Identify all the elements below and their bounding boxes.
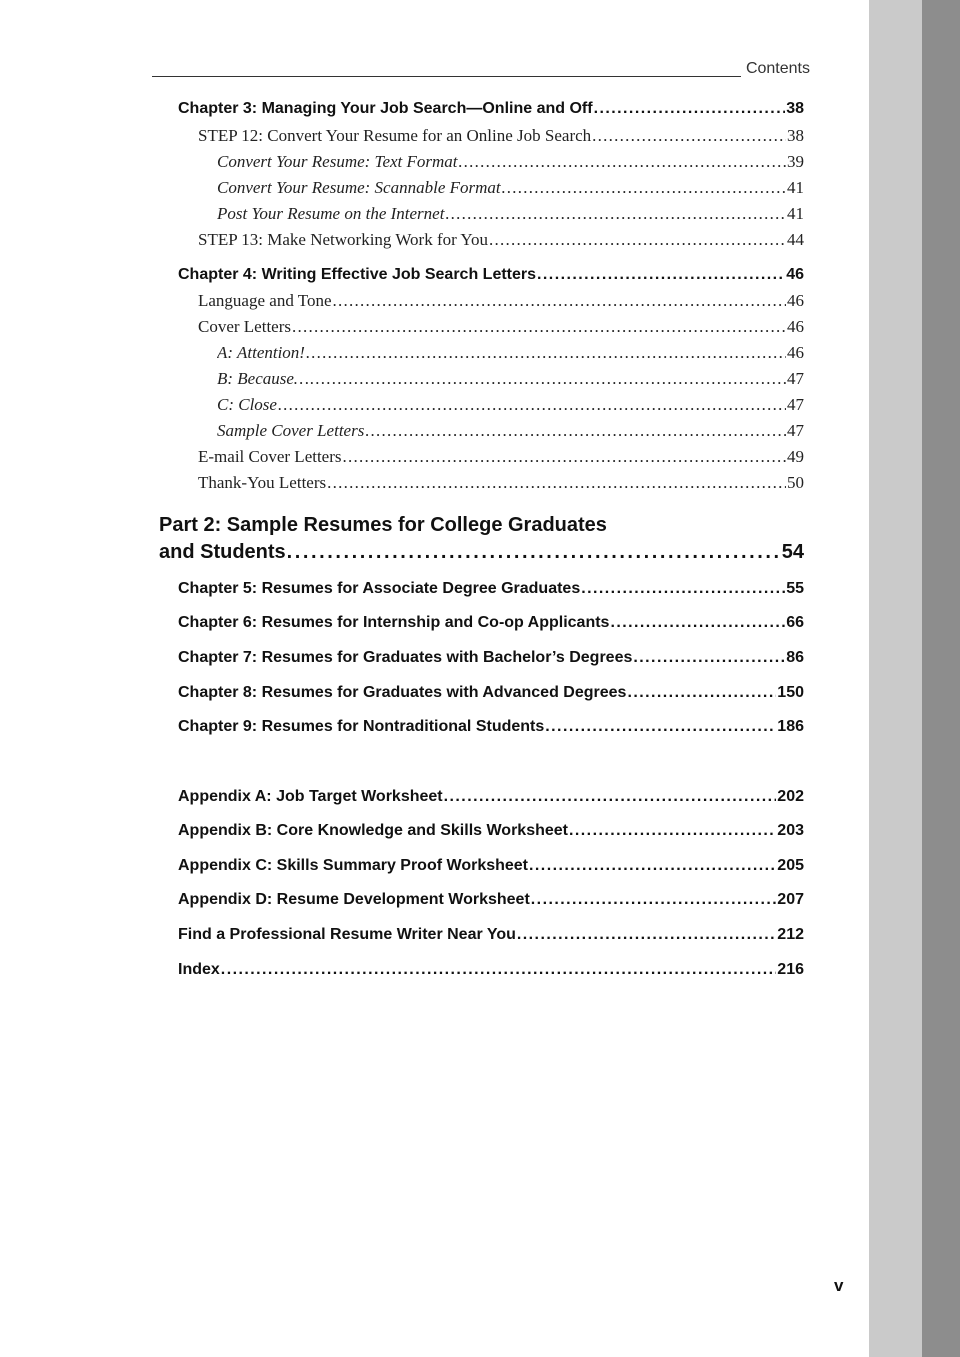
dot-leader xyxy=(221,961,777,979)
toc-entry-page: 202 xyxy=(777,788,804,805)
dot-leader xyxy=(445,204,786,224)
toc-entry-page: 38 xyxy=(787,126,804,145)
page-edge-dark-band xyxy=(922,0,960,1357)
toc-entry-part-2[interactable] xyxy=(159,541,804,564)
toc-entry-page: 46 xyxy=(787,291,804,310)
toc-entry-page: 39 xyxy=(787,152,804,171)
toc-entry-cover-letters[interactable] xyxy=(198,317,804,337)
toc-entry-title: Chapter 8: Resumes for Graduates with Advanced Degrees xyxy=(178,684,627,701)
toc-entry-title: Convert Your Resume: Scannable Format xyxy=(217,178,501,197)
toc-entry-chapter-8[interactable] xyxy=(178,684,804,702)
toc-entry-title: Chapter 5: Resumes for Associate Degree Graduates xyxy=(178,580,581,597)
toc-entry-language-tone[interactable] xyxy=(198,291,804,311)
toc-entry-page: 150 xyxy=(777,684,804,701)
toc-entry-text-format[interactable] xyxy=(217,152,804,172)
toc-entry-page: 66 xyxy=(786,614,804,631)
toc-entry-post-resume[interactable] xyxy=(217,204,804,224)
dot-leader xyxy=(310,369,786,389)
toc-entry-page: 54 xyxy=(781,541,804,563)
toc-entry-page: 186 xyxy=(777,718,804,735)
dot-leader xyxy=(327,473,786,493)
toc-entry-title: Chapter 4: Writing Effective Job Search Letters xyxy=(178,266,537,283)
toc-entry-page: 41 xyxy=(787,178,804,197)
toc-entry-step-13[interactable] xyxy=(198,230,804,250)
page-number: v xyxy=(834,1276,844,1295)
toc-entry-index[interactable] xyxy=(178,961,804,979)
dot-leader xyxy=(287,541,781,564)
toc-entry-page: 44 xyxy=(787,230,804,249)
toc-entry-title: Find a Professional Resume Writer Near You xyxy=(178,926,516,943)
part-2-title-line-1: Part 2: Sample Resumes for College Graduates xyxy=(159,514,607,536)
toc-entry-page: 86 xyxy=(786,649,804,666)
page-edge-light-band xyxy=(869,0,922,1357)
toc-entry-appendix-b[interactable] xyxy=(178,822,804,840)
toc-entry-page: 203 xyxy=(777,822,804,839)
dot-leader xyxy=(343,447,786,467)
dot-leader xyxy=(627,684,776,702)
dot-leader xyxy=(292,317,786,337)
dot-leader xyxy=(444,788,777,806)
toc-entry-page: 212 xyxy=(777,926,804,943)
toc-entry-title: C: Close xyxy=(217,395,277,414)
toc-entry-thank-you-letters[interactable] xyxy=(198,473,804,493)
dot-leader xyxy=(633,649,785,667)
toc-entry-title: and Students xyxy=(159,541,286,563)
toc-entry-title: Convert Your Resume: Text Format xyxy=(217,152,458,171)
toc-entry-appendix-a[interactable] xyxy=(178,788,804,806)
dot-leader xyxy=(365,421,786,441)
dot-leader xyxy=(459,152,786,172)
dot-leader xyxy=(581,580,785,598)
dot-leader xyxy=(592,126,786,146)
dot-leader xyxy=(517,926,776,944)
toc-entry-attention[interactable] xyxy=(217,343,804,363)
toc-entry-title: Language and Tone xyxy=(198,291,332,310)
toc-entry-page: 205 xyxy=(777,857,804,874)
running-head-rule xyxy=(152,76,741,77)
toc-entry-appendix-c[interactable] xyxy=(178,857,804,875)
toc-entry-page: 47 xyxy=(787,369,804,388)
toc-entry-chapter-4[interactable] xyxy=(178,266,804,284)
toc-entry-chapter-6[interactable] xyxy=(178,614,804,632)
toc-entry-page: 46 xyxy=(787,317,804,336)
toc-entry-chapter-5[interactable] xyxy=(178,580,804,598)
dot-leader xyxy=(502,178,786,198)
dot-leader xyxy=(278,395,786,415)
dot-leader xyxy=(537,266,785,284)
running-head xyxy=(0,60,810,80)
toc-entry-title: Post Your Resume on the Internet xyxy=(217,204,445,223)
toc-entry-title: Cover Letters xyxy=(198,317,291,336)
toc-entry-title: Sample Cover Letters xyxy=(217,421,365,440)
toc-entry-title: Chapter 7: Resumes for Graduates with Bachelor’s Degrees xyxy=(178,649,633,666)
toc-entry-page: 50 xyxy=(787,473,804,492)
toc-entry-title: Appendix B: Core Knowledge and Skills Worksheet xyxy=(178,822,568,839)
toc-entry-scannable-format[interactable] xyxy=(217,178,804,198)
toc-entry-title: E-mail Cover Letters xyxy=(198,447,342,466)
toc-entry-resume-writer[interactable] xyxy=(178,926,804,944)
toc-entry-page: 47 xyxy=(787,395,804,414)
toc-entry-title: Chapter 6: Resumes for Internship and Co-op Applicants xyxy=(178,614,610,631)
toc-entry-page: 49 xyxy=(787,447,804,466)
toc-entry-chapter-3[interactable] xyxy=(178,100,804,118)
toc-entry-page: 38 xyxy=(786,100,804,117)
toc-entry-page: 41 xyxy=(787,204,804,223)
toc-entry-page: 207 xyxy=(777,891,804,908)
toc-entry-title: Thank-You Letters xyxy=(198,473,327,492)
dot-leader xyxy=(333,291,786,311)
dot-leader xyxy=(610,614,785,632)
toc-entry-title: Index xyxy=(178,961,220,978)
running-head-label: Contents xyxy=(745,60,810,77)
toc-entry-title: Appendix C: Skills Summary Proof Worksheet xyxy=(178,857,529,874)
toc-entry-chapter-9[interactable] xyxy=(178,718,804,736)
dot-leader xyxy=(529,857,776,875)
toc-entry-close[interactable] xyxy=(217,395,804,415)
toc-entry-title: Appendix D: Resume Development Worksheet xyxy=(178,891,530,908)
dot-leader xyxy=(489,230,786,250)
toc-entry-title: Chapter 3: Managing Your Job Search—Online and Off xyxy=(178,100,593,117)
toc-entry-sample-cover-letters[interactable] xyxy=(217,421,804,441)
toc-entry-title: Chapter 9: Resumes for Nontraditional Students xyxy=(178,718,545,735)
toc-entry-page: 216 xyxy=(777,961,804,978)
toc-entry-appendix-d[interactable] xyxy=(178,891,804,909)
toc-entry-title: STEP 12: Convert Your Resume for an Online Job Search xyxy=(198,126,592,145)
dot-leader xyxy=(531,891,777,909)
toc-entry-title: Appendix A: Job Target Worksheet xyxy=(178,788,443,805)
toc-entry-page: 47 xyxy=(787,421,804,440)
dot-leader xyxy=(569,822,776,840)
toc-entry-page: 55 xyxy=(786,580,804,597)
toc-entry-title: STEP 13: Make Networking Work for You xyxy=(198,230,488,249)
toc-entry-step-12[interactable] xyxy=(198,126,804,146)
toc-entry-page: 46 xyxy=(786,266,804,283)
toc-entry-title: A: Attention! xyxy=(217,343,305,362)
toc-entry-because[interactable] xyxy=(217,369,804,389)
dot-leader xyxy=(545,718,776,736)
toc-entry-email-cover-letters[interactable] xyxy=(198,447,804,467)
dot-leader xyxy=(306,343,786,363)
toc-entry-page: 46 xyxy=(787,343,804,362)
toc-entry-title: B: Because… xyxy=(217,369,310,388)
toc-entry-chapter-7[interactable] xyxy=(178,649,804,667)
dot-leader xyxy=(594,100,786,118)
